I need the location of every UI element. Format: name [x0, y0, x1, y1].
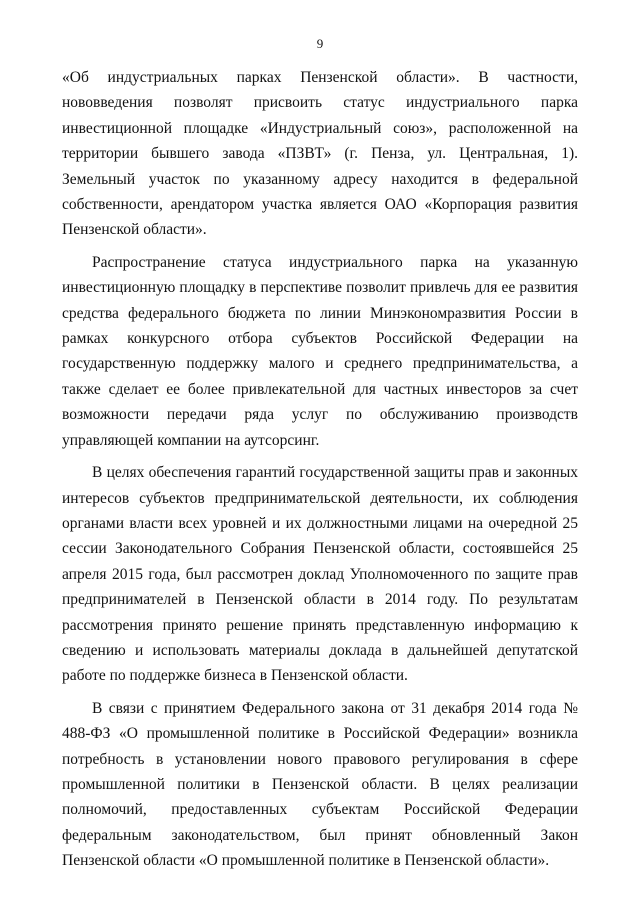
paragraph-gap — [62, 689, 578, 696]
paragraph-gap — [62, 453, 578, 460]
paragraph-continuation: «Об индустриальных парках Пензенской области». В частности, нововведения позволят присвоить статус индустриального парка инвестиционной площадке «Индустриальный союз», расположенной на территории бывшего завода «ПЗВТ» (г. Пенза, ул. Центральная, 1). Земельный участок по указанному адресу находится в федеральной собственности, арендатором участка является ОАО «Корпорация развития Пензенской области». — [62, 69, 578, 239]
paragraph-industrial-policy-law: В связи с принятием Федерального закона от 31 декабря 2014 года № 488-ФЗ «О промышленной политике в Российской Федерации» возникла потребность в установлении нового правового регулирования в сфере промышленной политики в Пензенской области. В целях реализации полномочий, предоставленных субъектам Российской Федерации федеральным законодательством, был принят обновленный Закон Пензенской области «О промышленной политике в Пензенской области». — [62, 699, 578, 870]
paragraph-gap — [62, 243, 578, 250]
page-number: 9 — [316, 36, 324, 51]
paragraph-industrial-park: Распространение статуса индустриального парка на указанную инвестиционную площадку в перспективе позволит привлечь для ее развития средства федерального бюджета по линии Минэкономразвития России в рамках конкурсного отбора субъектов Российской Федерации на государственную поддержку малого и среднего предпринимательства, а также сделает ее более привлекательной для частных инвесторов за счет возможности передачи ряда услуг по обслуживанию производств управляющей компании на аутсорсинг. — [62, 253, 578, 449]
document-body — [62, 65, 578, 874]
paragraph-ombudsman-report: В целях обеспечения гарантий государственной защиты прав и законных интересов субъектов предпринимательской деятельности, их соблюдения органами власти всех уровней и их должностными лицами на очередной 25 сессии Законодательного Собрания Пензенской области, состоявшейся 25 апреля 2015 года, был рассмотрен доклад Уполномоченного по защите прав предпринимателей в Пензенской области в 2014 году. По результатам рассмотрения принято решение принять представленную информацию к сведению и использовать материалы доклада в дальнейшей депутатской работе по поддержке бизнеса в Пензенской области. — [62, 464, 578, 685]
